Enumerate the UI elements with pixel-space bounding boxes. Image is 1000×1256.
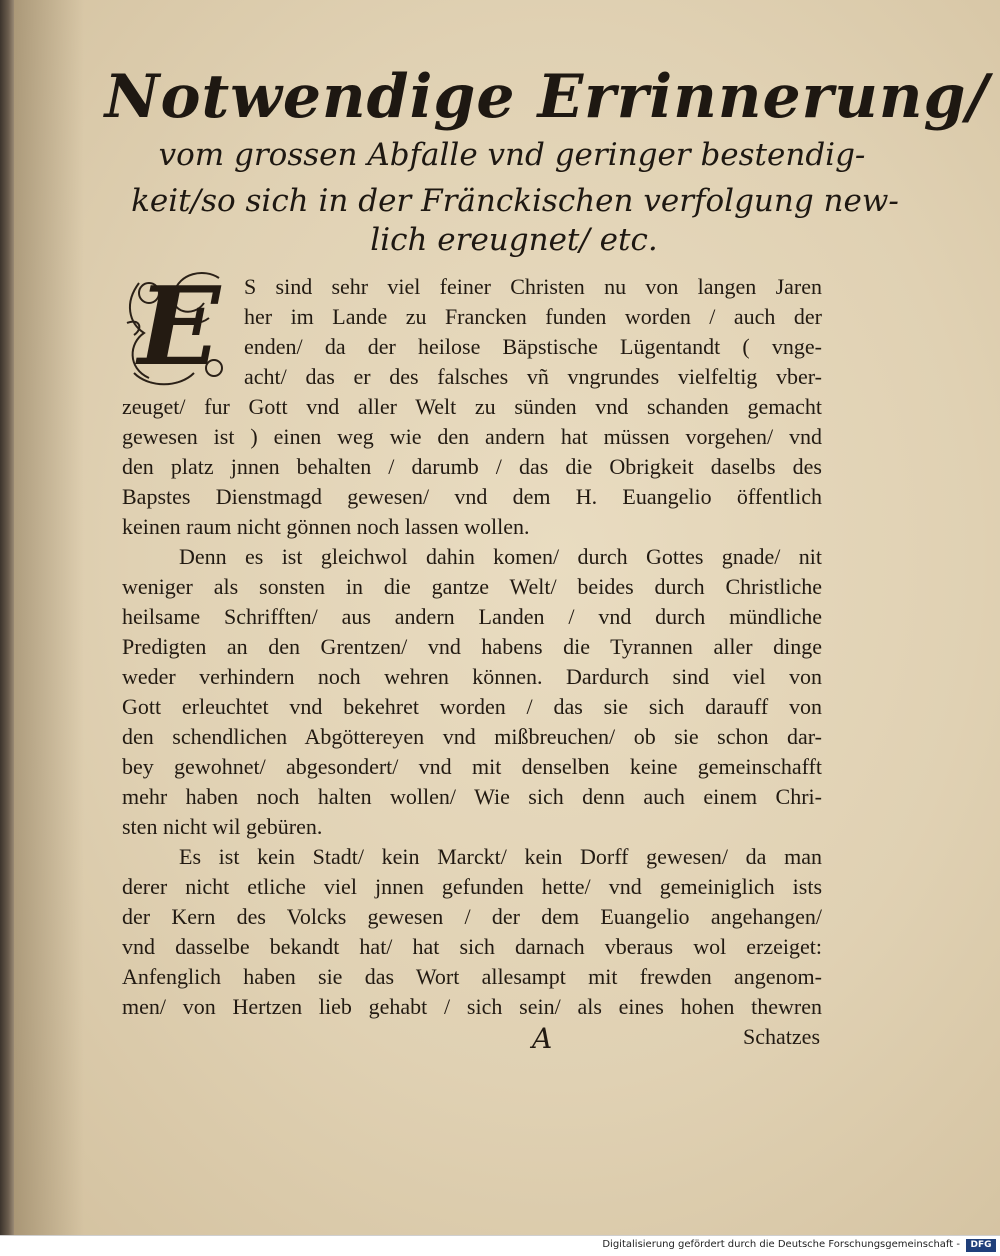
decorated-initial xyxy=(119,263,239,391)
text-line: gewesen ist ) einen weg wie den andern hat müssen vorgehen/ vnd xyxy=(122,424,822,449)
footer-bar xyxy=(0,1235,1000,1256)
text-line: acht/ das er des falsches vñ vngrundes vielfeltig vber- xyxy=(244,364,822,389)
text-line: derer nicht etliche viel jnnen gefunden hette/ vnd gemeiniglich ists xyxy=(122,874,822,899)
text-line: mehr haben noch halten wollen/ Wie sich denn auch einem Chri- xyxy=(122,784,822,809)
text-line: keinen raum nicht gönnen noch lassen wollen. xyxy=(122,514,530,539)
text-line: her im Lande zu Francken funden worden / auch der xyxy=(244,304,822,329)
text-line: den platz jnnen behalten / darumb / das die Obrigkeit daselbs des xyxy=(122,454,822,479)
text-line: Predigten an den Grentzen/ vnd habens die Tyrannen aller dinge xyxy=(122,634,822,659)
text-line: men/ von Hertzen lieb gehabt / sich sein/ als eines hohen thewren xyxy=(122,994,822,1019)
footer-credit: Digitalisierung gefördert durch die Deutsche Forschungsgemeinschaft - xyxy=(602,1239,960,1250)
dfg-logo-icon: DFG xyxy=(966,1239,996,1252)
text-line: der Kern des Volcks gewesen / der dem Euangelio angehangen/ xyxy=(122,904,822,929)
text-line: Denn es ist gleichwol dahin komen/ durch Gottes gnade/ nit xyxy=(179,544,822,569)
initial-letter: E xyxy=(137,264,221,390)
text-line: den schendlichen Abgöttereyen vnd mißbreuchen/ ob sie schon dar- xyxy=(122,724,822,749)
title-line-3: keit/so sich in der Fränckischen verfolgung new- xyxy=(131,183,899,219)
catchword: Schatzes xyxy=(743,1024,820,1049)
text-line: vnd dasselbe bekandt hat/ hat sich darnach vberaus wol erzeiget: xyxy=(122,934,822,959)
title-line-4: lich ereugnet/ etc. xyxy=(370,222,658,258)
title-line-2: vom grossen Abfalle vnd geringer bestendig- xyxy=(158,137,866,173)
text-line: S sind sehr viel feiner Christen nu von langen Jaren xyxy=(244,274,822,299)
text-line: sten nicht wil gebüren. xyxy=(122,814,323,839)
book-spine xyxy=(0,0,14,1235)
title-line-1: Notwendige Errinnerung/ xyxy=(104,62,990,132)
text-line: Anfenglich haben sie das Wort allesampt mit frewden angenom- xyxy=(122,964,822,989)
text-line: weder verhindern noch wehren können. Dardurch sind viel von xyxy=(122,664,822,689)
text-line: Gott erleuchtet vnd bekehret worden / das sie sich darauff von xyxy=(122,694,822,719)
text-line: enden/ da der heilose Bäpstische Lügentandt ( vnge- xyxy=(244,334,822,359)
text-line: Es ist kein Stadt/ kein Marckt/ kein Dorff gewesen/ da man xyxy=(179,844,822,869)
text-line: bey gewohnet/ abgesondert/ vnd mit denselben keine gemeinschafft xyxy=(122,754,822,779)
text-line: heilsame Schrifften/ aus andern Landen / vnd durch mündliche xyxy=(122,604,822,629)
scanned-page xyxy=(14,0,1000,1235)
text-line: zeuget/ fur Gott vnd aller Welt zu sünden vnd schanden gemacht xyxy=(122,394,822,419)
signature-mark: A xyxy=(532,1022,553,1055)
text-line: weniger als sonsten in die gantze Welt/ beides durch Christliche xyxy=(122,574,822,599)
text-line: Bapstes Dienstmagd gewesen/ vnd dem H. Euangelio öffentlich xyxy=(122,484,822,509)
